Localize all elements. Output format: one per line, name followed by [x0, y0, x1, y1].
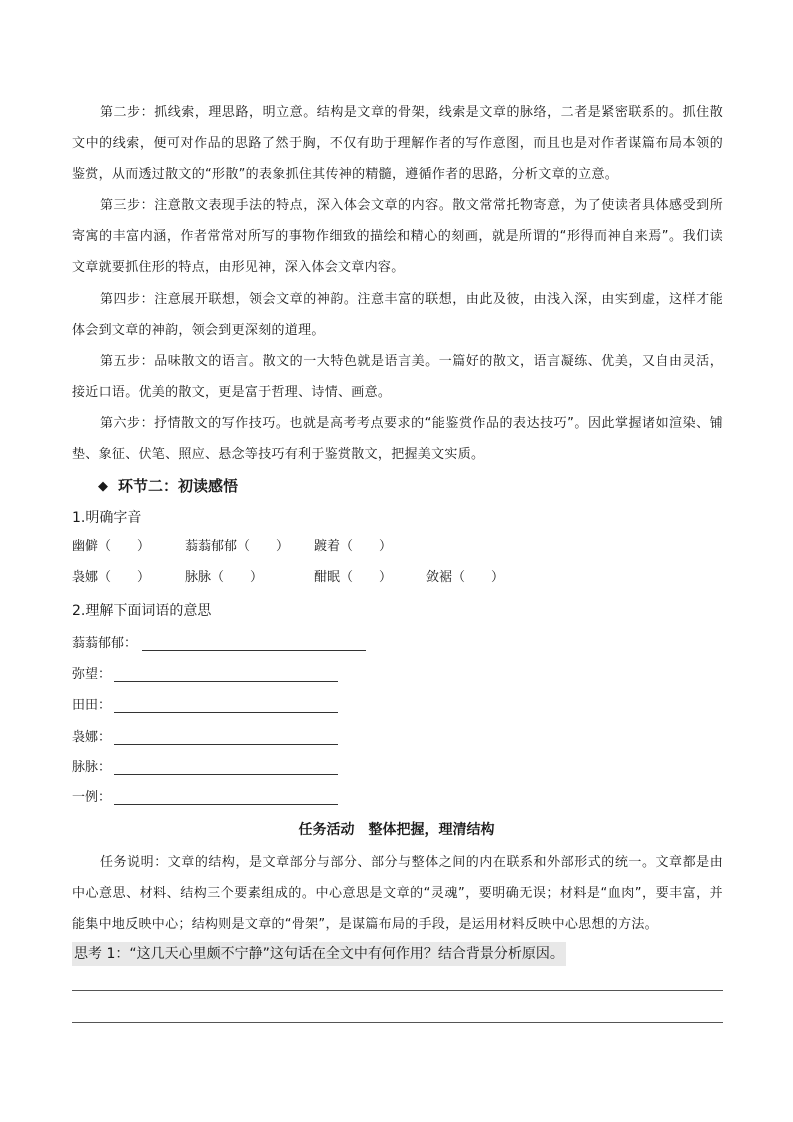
meaning-term: 脉脉： [72, 760, 112, 775]
section-title: 环节二：初读感悟 [118, 477, 239, 495]
method-step-4: 第四步：注意展开联想，领会文章的神韵。注意丰富的联想，由此及彼，由浅入深，由实到虚，这样才能体会到文章的神韵，领会到更深刻的道理。 [72, 292, 723, 338]
think-question: 思考 1：“这几天心里颇不宁静”这句话在全文中有何作用？结合背景分析原因。 [72, 942, 566, 966]
meaning-row [72, 633, 137, 655]
answer-blank[interactable] [114, 774, 338, 775]
meaning-row [72, 695, 111, 717]
task-title: 任务活动 整体把握，理清结构 [298, 822, 495, 838]
pronunciation-item: 敛裾（ ） [426, 570, 505, 585]
pronunciation-item: 袅娜（ ） [72, 570, 151, 585]
answer-blank[interactable] [142, 650, 366, 651]
task-description: 任务说明：文章的结构，是文章部分与部分、部分与整体之间的内在联系和外部形式的统一。文章都是由中心意思、材料、结构三个要素组成的。中心意思是文章的“灵魂”，要明确无误；材料是“血肉”，要丰富，并能集中地反映中心；结构则是文章的“骨架”，是谋篇布局的手段，是运用材料反映中心思想的方法。 [72, 855, 723, 932]
pronunciation-item: 蓊蓊郁郁（ ） [185, 539, 290, 554]
meaning-term: 袅娜： [72, 730, 112, 745]
method-step-6: 第六步：抒情散文的写作技巧。也就是高考考点要求的“能鉴赏作品的表达技巧”。因此掌握诸如渲染、铺垫、象征、伏笔、照应、悬念等技巧有利于鉴赏散文，把握美文实质。 [72, 416, 723, 462]
answer-line[interactable] [72, 1022, 723, 1023]
meaning-row [72, 664, 111, 686]
diamond-bullet-icon: ◆ [98, 479, 108, 494]
pronunciation-item: 酣眠（ ） [314, 570, 393, 585]
method-step-5: 第五步：品味散文的语言。散文的一大特色就是语言美。一篇好的散文，语言凝练、优美，又自由灵活，接近口语。优美的散文，更是富于哲理、诗情、画意。 [72, 354, 723, 400]
method-step-3: 第三步：注意散文表现手法的特点，深入体会文章的内容。散文常常托物寄意，为了使读者具体感受到所寄寓的丰富内涵，作者常常对所写的事物作细致的描绘和精心的刻画，就是所谓的“形得而神自来焉”。我们读文章就要抓住形的特点，由形见神，深入体会文章内容。 [72, 198, 723, 275]
meanings-title: 2.理解下面词语的意思 [72, 603, 212, 619]
pronunciation-title: 1.明确字音 [72, 510, 142, 526]
meaning-row [72, 787, 111, 809]
pronunciation-item: 踱着（ ） [314, 539, 393, 554]
pronunciation-item: 幽僻（ ） [72, 539, 151, 554]
method-step-2: 第二步：抓线索，理思路，明立意。结构是文章的骨架，线索是文章的脉络，二者是紧密联系的。抓住散文中的线索，便可对作品的思路了然于胸，不仅有助于理解作者的写作意图，而且也是对作者谋篇布局本领的鉴赏，从而透过散文的“形散”的表象抓住其传神的精髓，遵循作者的思路，分析文章的立意。 [72, 105, 723, 182]
answer-blank[interactable] [114, 681, 338, 682]
section-heading [98, 474, 238, 500]
meaning-row [72, 757, 111, 779]
answer-blank[interactable] [114, 712, 338, 713]
meaning-term: 蓊蓊郁郁： [72, 636, 138, 651]
meaning-term: 弥望： [72, 667, 112, 682]
meaning-term: 一例： [72, 790, 112, 805]
pronunciation-item: 脉脉（ ） [185, 570, 264, 585]
meaning-term: 田田： [72, 698, 112, 713]
answer-line[interactable] [72, 990, 723, 991]
meaning-row [72, 727, 111, 749]
answer-blank[interactable] [114, 744, 338, 745]
answer-blank[interactable] [114, 804, 338, 805]
